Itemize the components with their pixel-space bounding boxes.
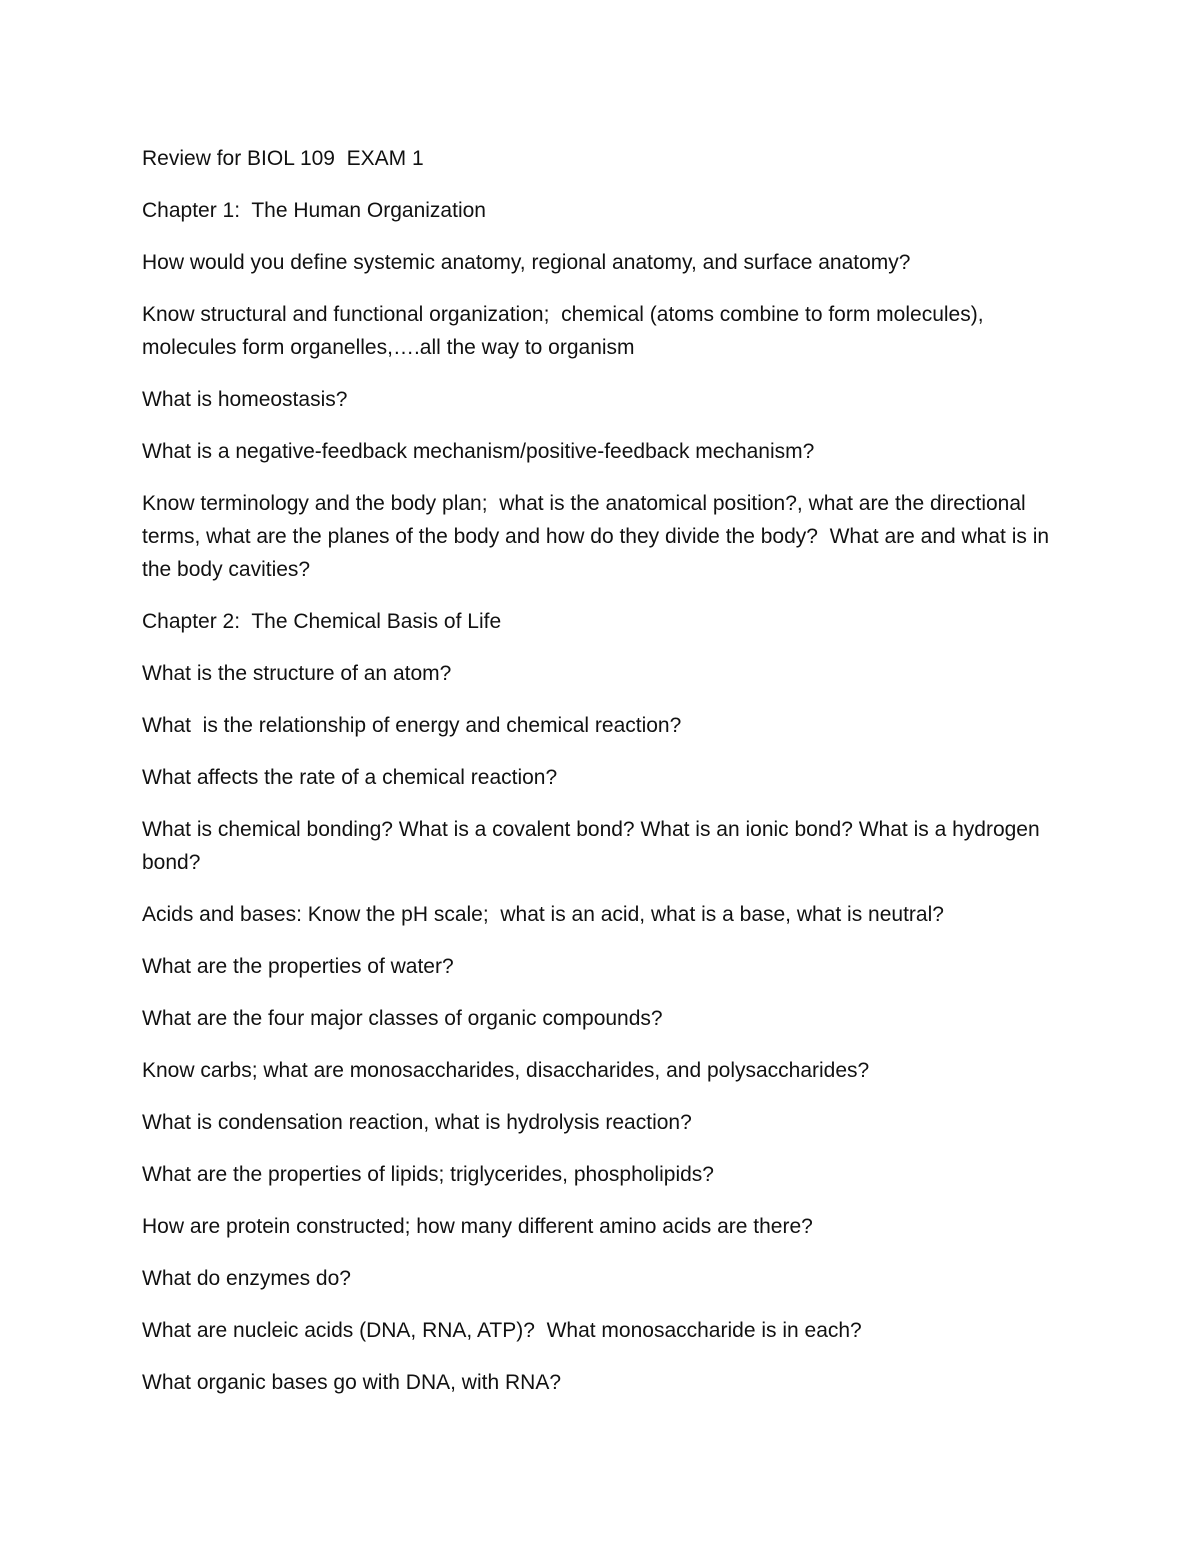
document-body: [142, 142, 1082, 1418]
review-question: What are the four major classes of organic compounds?: [142, 1007, 663, 1030]
review-question: What is the structure of an atom?: [142, 662, 452, 685]
review-question: Know structural and functional organization; chemical (atoms combine to form molecules), molecules form organelles,….all the way to organism: [142, 303, 990, 359]
review-question: What affects the rate of a chemical reaction?: [142, 766, 558, 789]
chapter-2-heading: Chapter 2: The Chemical Basis of Life: [142, 610, 502, 633]
review-question: What is a negative-feedback mechanism/positive-feedback mechanism?: [142, 440, 815, 463]
review-question: What are the properties of water?: [142, 955, 454, 978]
review-question: What is homeostasis?: [142, 388, 348, 411]
review-question: What do enzymes do?: [142, 1267, 351, 1290]
review-question: What is condensation reaction, what is hydrolysis reaction?: [142, 1111, 692, 1134]
review-question: What are nucleic acids (DNA, RNA, ATP)? What monosaccharide is in each?: [142, 1319, 862, 1342]
chapter-1-heading: Chapter 1: The Human Organization: [142, 199, 486, 222]
document-title: Review for BIOL 109 EXAM 1: [142, 147, 424, 170]
review-question: What organic bases go with DNA, with RNA?: [142, 1371, 562, 1394]
review-question: Know carbs; what are monosaccharides, disaccharides, and polysaccharides?: [142, 1059, 870, 1082]
review-question: Know terminology and the body plan; what is the anatomical position?, what are the directional terms, what are the planes of the body and how do they divide the body? What are and what is in the body cavities?: [142, 492, 1055, 581]
review-question: Acids and bases: Know the pH scale; what is an acid, what is a base, what is neutral?: [142, 903, 944, 926]
review-question: How would you define systemic anatomy, regional anatomy, and surface anatomy?: [142, 251, 911, 274]
review-question: What is the relationship of energy and chemical reaction?: [142, 714, 682, 737]
review-question: How are protein constructed; how many different amino acids are there?: [142, 1215, 813, 1238]
review-question: What are the properties of lipids; triglycerides, phospholipids?: [142, 1163, 714, 1186]
review-question: What is chemical bonding? What is a covalent bond? What is an ionic bond? What is a hydrogen bond?: [142, 818, 1046, 874]
